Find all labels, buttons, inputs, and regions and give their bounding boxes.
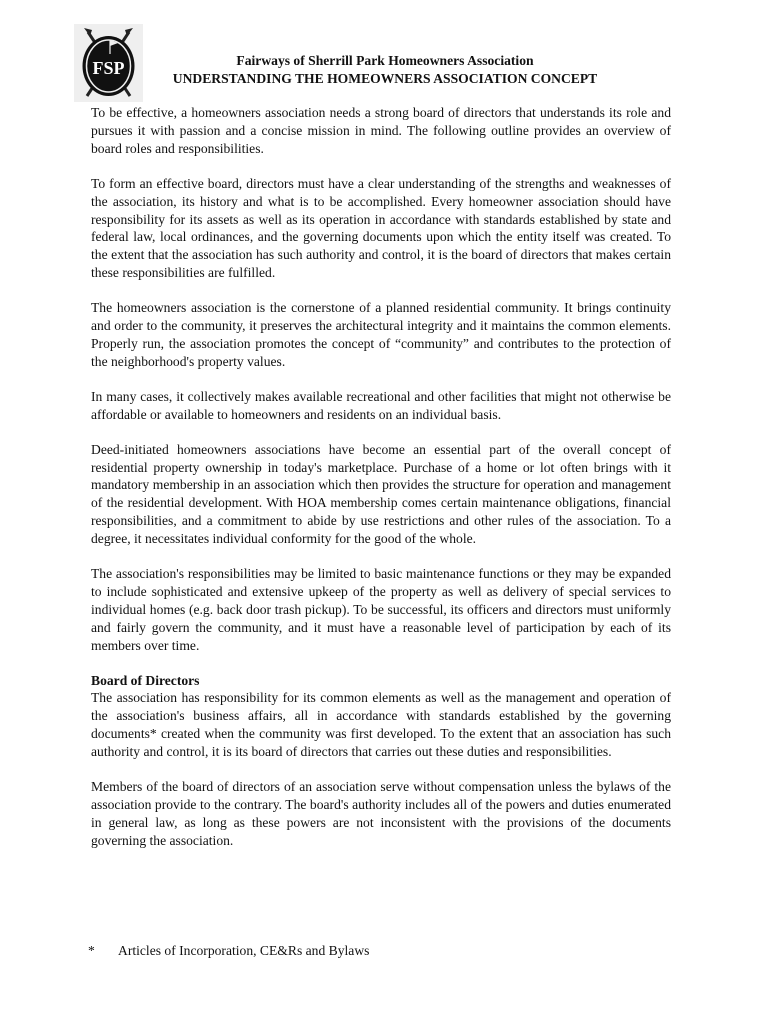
paragraph: Members of the board of directors of an association serve without compensation unless the bylaws of the association provide to the contrary. The board's authority includes all of the powers and duties enumerated in general law, as long as these powers are not inconsistent with the provisions of the documents governing the association. [91,779,671,848]
paragraph: To be effective, a homeowners association needs a strong board of directors that understands its role and pursues it with passion and a concise mission in mind. The following outline provides an overview of board roles and responsibilities. [91,105,671,156]
section-heading-board: Board of Directors [91,672,200,688]
fsp-logo-graphic [74,24,143,102]
paragraph: In many cases, it collectively makes available recreational and other facilities that might not otherwise be affordable or available to homeowners and residents on an individual basis. [91,388,671,422]
document-body [91,104,671,867]
document-header [145,52,625,87]
document-title: UNDERSTANDING THE HOMEOWNERS ASSOCIATION CONCEPT [172,71,598,86]
footnote [88,942,369,960]
paragraph: Deed-initiated homeowners associations have become an essential part of the overall concept of residential property ownership in today's marketplace. Purchase of a home or lot often brings with it mandatory membership in an association which then provides the structure for operation and management of the residential development. With HOA membership comes certain maintenance obligations, financial responsibilities, and a commitment to abide by use restrictions and other rules of the association. To a degree, it necessitates individual conformity for the good of the whole. [91,441,671,547]
paragraph: To form an effective board, directors must have a clear understanding of the strengths and weaknesses of the association, its history and what is to be accomplished. Every homeowner association should have responsibility for its assets as well as its operation in accordance with standards established by state and federal law, local ordinances, and the governing documents upon which the entity itself was created. To the extent that the association has such authority and control, it is the board of directors that makes certain these responsibilities are fulfilled. [91,175,671,281]
logo-monogram: FSP [92,58,125,78]
footnote-text: Articles of Incorporation, CE&Rs and Bylaws [118,943,370,958]
paragraph: The association has responsibility for its common elements as well as the management and operation of the association's business affairs, all in accordance with standards established by the governing documents* created when the community was first developed. To the extent that an association has such authority and control, it is its board of directors that carries out these duties and responsibilities. [91,690,671,760]
fsp-logo [74,24,143,102]
paragraph: The association's responsibilities may be limited to basic maintenance functions or they may be expanded to include sophisticated and extensive upkeep of the property as well as delivery of special services to individual homes (e.g. back door trash pickup). To be successful, its officers and directors must uniformly and fairly govern the community, and it must have a reasonable level of participation by each of its members over time. [91,566,671,653]
footnote-marker: * [88,943,95,958]
paragraph: The homeowners association is the cornerstone of a planned residential community. It brings continuity and order to the community, it preserves the architectural integrity and it maintains the common elements. Properly run, the association promotes the concept of “community” and contributes to the protection of the neighborhood's property values. [91,300,671,369]
association-name: Fairways of Sherrill Park Homeowners Association [236,53,534,68]
